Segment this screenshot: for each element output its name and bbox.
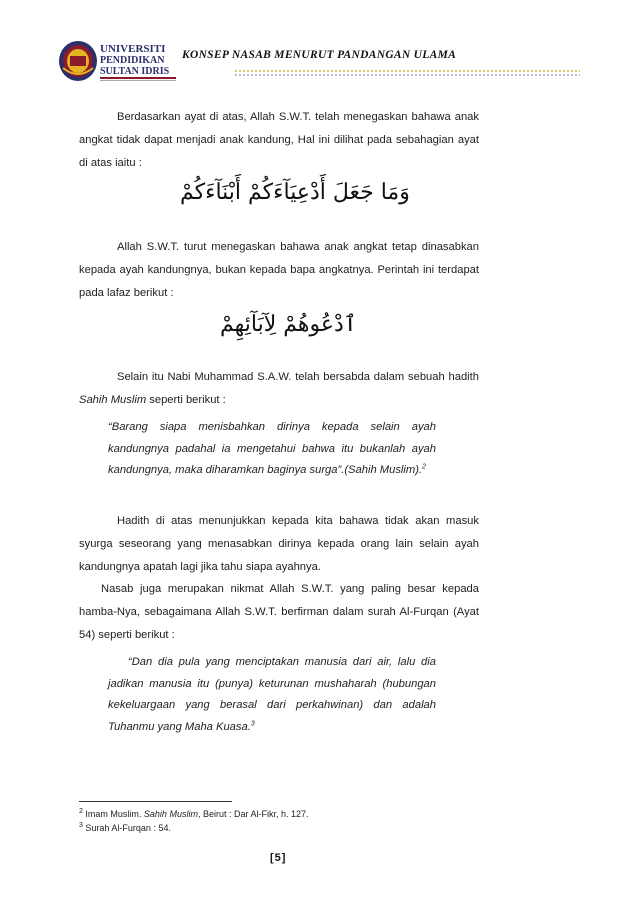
page-header <box>58 38 598 88</box>
paragraph-3-text: Selain itu Nabi Muhammad S.A.W. telah bersabda dalam sebuah hadith <box>117 371 479 383</box>
arabic-verse-1: وَمَا جَعَلَ أَدْعِيَآءَكُمْ أَبْنَآءَكُمْ <box>180 180 410 205</box>
hadith-quote-text: “Barang siapa menisbahkan dirinya kepada selain ayah kandungnya padahal ia mengetahui bahwa itu bukanlah ayah kandungnya, maka diharamkan baginya surga”.(Sahih Muslim). <box>108 421 436 476</box>
header-dotted-rule <box>234 70 580 72</box>
logo-text-sultan-idris: SULTAN IDRIS <box>100 66 170 77</box>
arabic-verse-2: ٱدْعُوهُمْ لِآبَآئِهِمْ <box>220 312 357 337</box>
hadith-source: Sahih Muslim <box>79 394 147 406</box>
university-crest-icon <box>58 38 182 84</box>
footnote-2-text: Imam Muslim. <box>82 809 144 819</box>
footnote-2 <box>79 809 309 819</box>
footnote-divider <box>79 801 232 802</box>
footnote-3-text: Surah Al-Furqan : 54. <box>82 823 171 833</box>
footnote-3 <box>79 823 171 833</box>
footnote-2-source: Sahih Muslim <box>143 809 198 819</box>
footnote-ref-3: 3 <box>250 719 255 727</box>
footnote-ref-2: 2 <box>422 463 426 471</box>
quran-quote-text: “Dan dia pula yang menciptakan manusia dari air, lalu dia jadikan manusia itu (punya) keturunan mushaharah (hubungan kekeluargaan yang berasal dari perkahwinan) dan adalah Tuhanmu yang Maha Kuasa. <box>108 656 436 733</box>
footnote-2-number: 2 <box>79 808 83 815</box>
paragraph-1: Berdasarkan ayat di atas, Allah S.W.T. telah menegaskan bahawa anak angkat tidak dapat menjadi anak kandung, Hal ini dilihat pada sebahagian ayat di atas iaitu : <box>79 111 479 169</box>
logo-text-universiti: UNIVERSITI <box>100 43 166 55</box>
paragraph-3-text-end: seperti berikut : <box>146 394 226 406</box>
paragraph-4: Hadith di atas menunjukkan kepada kita bahawa tidak akan masuk syurga seseorang yang menasabkan dirinya kepada orang lain selain ayah kandungnya apatah lagi jika tahu siapa ayahnya. <box>79 515 479 573</box>
paragraph-2: Allah S.W.T. turut menegaskan bahawa anak angkat tetap dinasabkan kepada ayah kandungnya, bukan kepada bapa angkatnya. Perintah ini terdapat pada lafaz berikut : <box>79 241 479 299</box>
header-dotted-rule-secondary <box>234 74 580 76</box>
document-title: KONSEP NASAB MENURUT PANDANGAN ULAMA <box>182 49 457 61</box>
page-number: [5] <box>270 852 287 864</box>
paragraph-5: Nasab juga merupakan nikmat Allah S.W.T. yang paling besar kepada hamba-Nya, sebagaimana Allah S.W.T. berfirman dalam surah Al-Furqan (Ayat 54) seperti berikut : <box>79 583 479 641</box>
quran-quote <box>108 652 436 738</box>
footnote-2-publisher: , Beirut : Dar Al-Fikr, h. 127. <box>197 809 309 819</box>
paragraph-3 <box>79 366 479 412</box>
hadith-quote <box>108 417 436 482</box>
logo-text-pendidikan: PENDIDIKAN <box>100 55 165 66</box>
university-logo <box>58 38 182 84</box>
footnote-3-number: 3 <box>79 822 83 829</box>
